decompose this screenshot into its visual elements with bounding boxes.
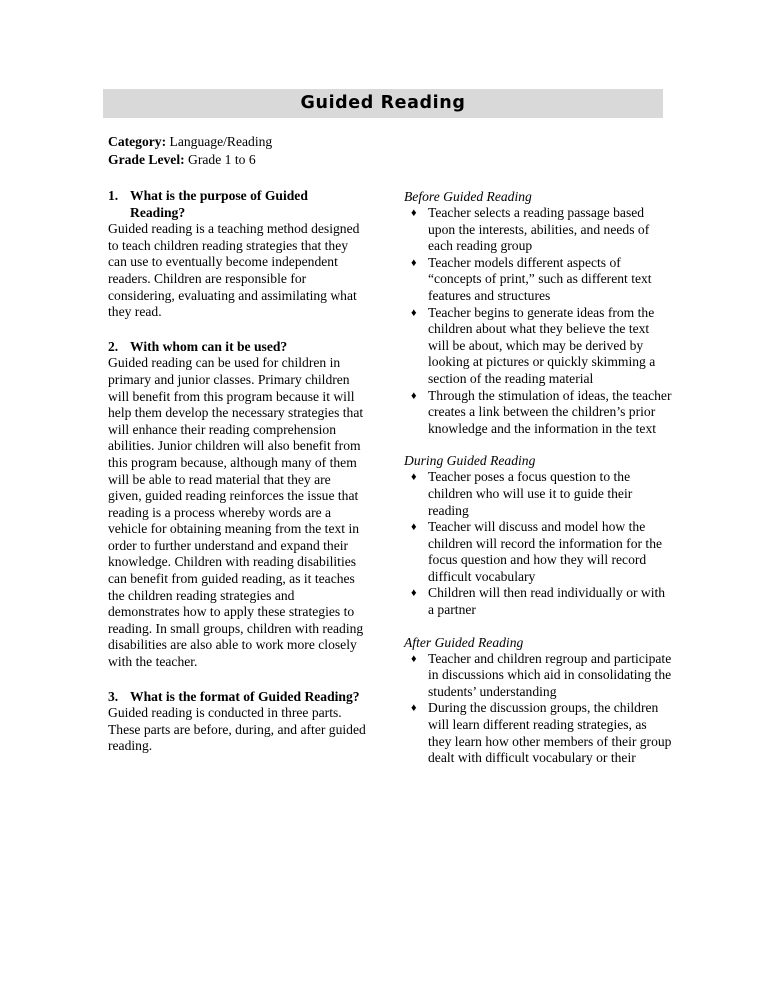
metadata-row-grade-level <box>108 151 508 169</box>
list-item <box>404 469 672 519</box>
phase-list-after <box>404 651 672 767</box>
metadata-label-grade-level: Grade Level: <box>108 151 185 167</box>
phase-after-guided-reading <box>404 634 672 767</box>
diamond-bullet-icon: ♦ <box>411 306 417 319</box>
list-item <box>404 305 672 388</box>
question-body-2: Guided reading can be used for children in primary and junior classes. Primary children will benefit from this program because it will help them develop the necessary strategies that will enhance their reading comprehension abilities. Junior children will also benefit from this program because, although many of them will be able to read material that they are given, guided reading reinforces the issue that reading is a process whereby words are a vehicle for obtaining meaning from the text in order to further understand and expand their knowledge. Children with reading disabilities can benefit from guided reading, as it teaches the children reading strategies and demonstrates how to apply these strategies to reading. In small groups, children with reading disabilities are also able to work more closely with the teacher. <box>108 355 364 670</box>
phase-heading-during: During Guided Reading <box>404 453 536 469</box>
phase-during-guided-reading <box>404 452 672 618</box>
page-title: Guided Reading <box>300 92 466 113</box>
list-item-text: Teacher begins to generate ideas from the children about what they believe the text will be about, which may be derived by looking at pictures or quickly skimming a section of the reading material <box>428 304 656 386</box>
document-metadata <box>108 133 508 168</box>
diamond-bullet-icon: ♦ <box>411 702 417 715</box>
question-heading-text-3: What is the format of Guided Reading? <box>130 688 360 704</box>
metadata-value-category: Language/Reading <box>169 134 273 149</box>
list-item <box>404 585 672 618</box>
question-heading-text-1: What is the purpose of Guided Reading? <box>130 188 308 220</box>
question-block-2 <box>108 339 366 671</box>
list-item <box>404 700 672 766</box>
question-number-2: 2. <box>108 338 119 354</box>
question-heading-2 <box>108 339 366 356</box>
list-item-text: Teacher models different aspects of “concepts of print,” such as different text features and structures <box>428 254 652 303</box>
question-block-1 <box>108 188 366 321</box>
list-item-text: Teacher and children regroup and participate in discussions which aid in consolidating the students’ understanding <box>428 650 672 699</box>
list-item <box>404 388 672 438</box>
question-number-3: 3. <box>108 688 119 704</box>
metadata-value-grade-level: Grade 1 to 6 <box>188 151 256 167</box>
phase-heading-after: After Guided Reading <box>404 634 524 650</box>
question-body-1: Guided reading is a teaching method designed to teach children reading strategies that they can use to eventually become independent readers. Children are responsible for considering, evaluating and assimilating what they read. <box>108 221 360 320</box>
question-heading-1 <box>108 188 366 221</box>
question-heading-3 <box>108 689 366 706</box>
diamond-bullet-icon: ♦ <box>411 587 417 600</box>
diamond-bullet-icon: ♦ <box>411 256 417 269</box>
question-body-3: Guided reading is conducted in three parts. These parts are before, during, and after guided reading. <box>108 705 366 754</box>
diamond-bullet-icon: ♦ <box>411 521 417 534</box>
diamond-bullet-icon: ♦ <box>411 471 417 484</box>
phase-heading-before: Before Guided Reading <box>404 189 532 204</box>
metadata-row-category <box>108 133 508 151</box>
list-item-text: Children will then read individually or with a partner <box>428 585 666 618</box>
list-item <box>404 651 672 701</box>
diamond-bullet-icon: ♦ <box>411 652 417 665</box>
list-item-text: Through the stimulation of ideas, the teacher creates a link between the children’s prior knowledge and the information in the text <box>428 387 672 436</box>
list-item-text: Teacher will discuss and model how the children will record the information for the focus question and how they will record difficult vocabulary <box>428 519 663 584</box>
question-number-1: 1. <box>108 188 119 203</box>
left-column <box>108 188 366 755</box>
phase-list-during <box>404 469 672 618</box>
right-column <box>404 188 672 767</box>
list-item <box>404 519 672 585</box>
document-title-banner <box>103 89 663 118</box>
list-item <box>404 205 672 255</box>
list-item <box>404 255 672 305</box>
metadata-label-category: Category: <box>108 134 167 149</box>
diamond-bullet-icon: ♦ <box>411 207 417 219</box>
diamond-bullet-icon: ♦ <box>411 389 417 402</box>
list-item-text: During the discussion groups, the children will learn different reading strategies, as they learn how other members of their group dealt with difficult vocabulary or their <box>428 700 672 766</box>
question-heading-text-2: With whom can it be used? <box>130 338 288 354</box>
list-item-text: Teacher selects a reading passage based upon the interests, abilities, and needs of each reading group <box>428 205 650 254</box>
phase-list-before <box>404 205 672 437</box>
list-item-text: Teacher poses a focus question to the children who will use it to guide their reading <box>428 469 633 518</box>
phase-before-guided-reading <box>404 188 672 437</box>
question-block-3 <box>108 689 366 755</box>
